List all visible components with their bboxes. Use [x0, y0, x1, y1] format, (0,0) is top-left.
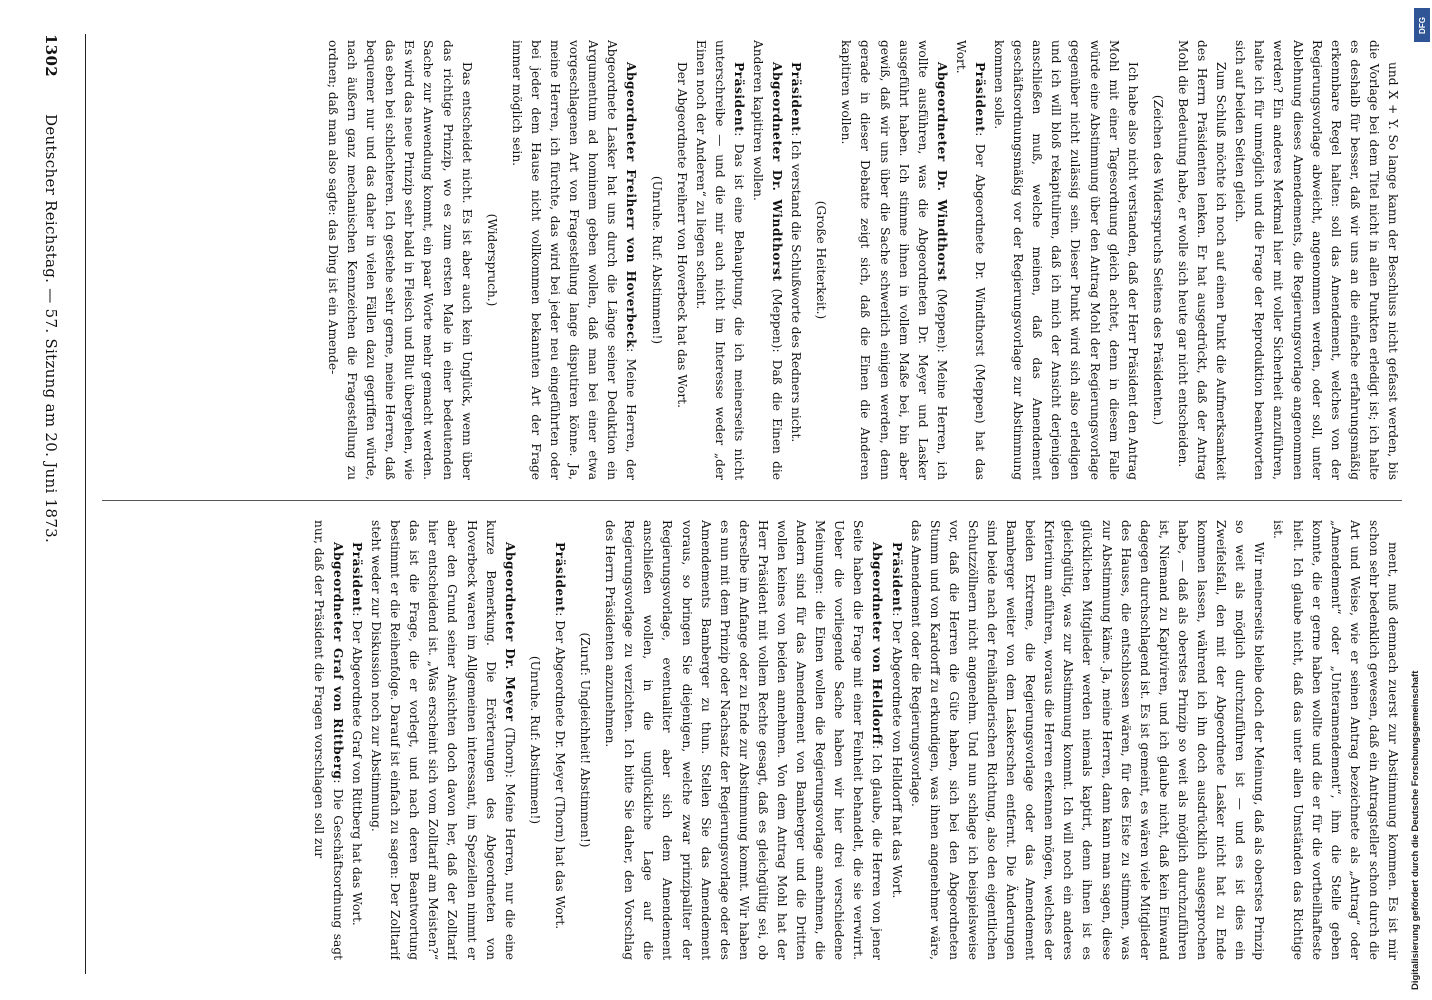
body-paragraph: Das entscheidet nicht. Es ist aber auch kein Unglück, wenn über das richtige Prinzip, wo es zum ersten Male in einer bedeutenden Sache zur Anwendung kommt, ein paar Worte mehr gemacht werden. Es wird das neue Prinzip sehr bald in Fleisch und Blut übergehen, wie das eben bei schlechteren. Ich gestehe sehr gerne, meine Herren, daß bequemer nur und das daher in vielen Fällen dazu gegriffen würde, nach äußern ganz mechanischen Kennzeichen die Fragestellung zu ordnen; daß man also sagte: das Ding ist ein Amende- [326, 40, 474, 480]
body-paragraph: Der Abgeordnete Freiherr von Hoverbeck hat das Wort. [674, 62, 689, 408]
speech-text: : Die Geschäftsordnung sagt nur, daß der Präsident die Fragen vorschlagen soll zur [311, 520, 345, 960]
speaker-name: Präsident [350, 542, 365, 613]
body-paragraph: und X + Y. So lange kann der Beschluss nicht gefasst werden, bis die Vorlage bei dem Titel nicht in allen Punkten erledigt ist; ich halte es deshalb für besser, daß wir uns an die einfache erfahrungsmäßig erkennbare Regel halten: soll das Amendement, welches von der Regierungsvorlage abweicht, angenommen werden, oder soll, unter Ablehnung dieses Amendements, die Regierungsvorlage angenommen werden? Ein anderes Merkmal hier mit voller Sicherheit anzuführen, halte ich für unmöglich und die Frage der Reproduktion beantworten sich auf beiden Seiten gleich. [1233, 40, 1400, 480]
speech-text: : Der Abgeordnete Graf von Rittberg hat das Wort. [350, 612, 365, 926]
speaker-name: Abgeordneter Dr. Meyer [502, 542, 517, 722]
speech-paragraph [786, 40, 805, 480]
body-paragraph: Zum Schluß möchte ich noch auf einen Punkt die Aufmerksamkeit des Herrn Präsidenten lenken. Er hat ausgedrückt, daß der Antrag Mohl die Bedeutung habe, er wolle sich heute gar nicht entscheiden. [1175, 40, 1229, 480]
page-title: Deutscher Reichstag. — 57. Sitzung am 20. Juni 1873. [42, 114, 60, 544]
speaker-name: Abgeordneter Freiherr von Hoverbeck [624, 62, 639, 349]
left-column [102, 40, 1402, 480]
stage-direction: (Zeichen des Widerspruchs Seitens des Präsidenten.) [1150, 94, 1165, 426]
speech-paragraph [748, 40, 786, 480]
speaker-name: Präsident [552, 542, 567, 613]
speech-paragraph [951, 40, 989, 480]
speech-text: : Der Abgeordnete Dr. Meyer (Thorn) hat das Wort. [552, 612, 567, 930]
speaker-name: Präsident [973, 62, 988, 133]
page-number: 1302 [42, 34, 60, 77]
speech-paragraph [507, 40, 641, 480]
dfg-logo-text: DFG [1417, 16, 1427, 34]
speech-paragraph [886, 520, 905, 960]
speech-text: : Ich glaube, die Herren von jener Seite haben die Frage mit einer Feinheit behandelt, die sie verwirrt. Ueber die vorliegende Sache haben wir hier drei verschiedene Meinungen: die Einen wollen die Regierungsvorlage annehmen, die Andern sind für das Amendement von Bamberger und die Dritten wollen keines von beiden annehmen. Von dem Antrag Mohl hat der Herr Präsident mit vollem Rechte gesagt, daß es gleichgültig sei, ob derselbe im Anfange oder zu Ende zur Abstimmung kommt. Wir haben es nun mit dem Prinzip oder Nachsatz der Regierungsvorlage oder des Amendements Bamberger zu thun. Stellen Sie das Amendement voraus, so bringen Sie diejenigen, welche zwar prinzipaliter der Regierungsvorlage, eventualiter aber sich dem Amendement anschließen wollen, in die unglückliche Lage auf die Regierungsvorlage zu verzichten. Ich bitte Sie daher, den Vorschlag des Herrn Präsidenten anzunehmen. [603, 520, 885, 960]
speech-paragraph [347, 520, 366, 960]
speaker-name: Abgeordneter Dr. Windthorst [770, 62, 785, 282]
speaker-name: Präsident [731, 62, 746, 133]
speech-paragraph [600, 520, 886, 960]
speech-text: : Der Abgeordnete Dr. Windthorst (Meppen) hat das Wort. [953, 40, 988, 480]
speech-paragraph [309, 520, 347, 960]
dfg-logo [1414, 8, 1430, 42]
speech-paragraph [366, 520, 519, 960]
body-paragraph: Ich habe also nicht verstanden, daß der Herr Präsident den Antrag Mohl mit einer Tagesordnung gleich achtet, denn in diesem Falle würde eine Abstimmung über den Antrag Mohl der Regierungsvorlage gegenüber nicht zulässig sein. Dieser Punkt wird sich also erledigen und ich will bloß rekapituliren, daß ich mich der Ansicht derjenigen anschließen muß, welche meinen, daß das Amendement geschäftsordnungsmäßig vor der Regierungsvorlage zur Abstimmung kommen solle. [992, 40, 1140, 480]
body-paragraph: ment, muß demnach zuerst zur Abstimmung kommen. Es ist mir schon sehr bedenklich gewesen, daß ein Antragsteller schon durch die Art und Weise, wie er seinen Antrag bezeichnete als „Antrag“ oder „Amendement“ oder „Unteramendement“, ihm die Stelle geben konnte, die er gerne haben wollte und die er für die vortheilhafteste hielt. Ich glaube nicht, daß das unter allen Umständen das Richtige ist. [1271, 520, 1400, 960]
speaker-name: Abgeordneter von Helldorff [870, 542, 885, 746]
speech-paragraph [550, 520, 569, 960]
speech-text: (Meppen): Meine Herren, ich wollte ausführen, was die Abgeordneten Dr. Meyer und Lasker ausgeführt haben. Ich stimme ihnen in vollem Maße bei, bin aber gewiß, daß wir uns über die Sache schwerlich einigen werden, denn gerade in dieser Debatte zeigt sich, daß die Einen die Anderen kapitiren wollen. [839, 40, 949, 480]
stage-direction: (Große Heiterkeit.) [814, 200, 829, 320]
stage-direction: (Widerspruch.) [484, 213, 499, 307]
column-divider [102, 500, 1402, 501]
right-column [102, 520, 1402, 960]
body-paragraph: Wir meinerseits bleibe doch der Meinung, daß als oberstes Prinzip so weit als möglich durchzuführen ist — und es ist dies ein Zweifelsfall, den mit der Abgeordnete Lasker nicht hat zu Ende kommen lassen, während ich ihn doch ausdrücklich ausgesprochen habe, — daß als oberstes Prinzip so weit als möglich durchzuführen ist, Niemand zu Kaptiviren, und ich glaube nicht, daß kein Einwand dagegen durchschlagend ist. Es ist gemeint, es wären viele Mitglieder des Hauses, die entschlossen wären, für des Eiste zu stimmen, was zur Abstimmung käme. Ja, meine Herren, dann kann man sagen, diese glücklichen Mitglieder werden niemals kaptirt, denn ihnen ist es gleichgültig, was zur Abstimmung kommt. Ich will noch ein anderes Kriterium anführen, woraus die Herren erkennen mögen, welches der beiden Extreme, die Regierungsvorlage oder das Amendement Bamberger weiter von dem Laskerschen entfernt. Die Änderungen sind beide nach der freihändlerischen Richtung, also den eigentlichen Schutzzöllnern nicht angenehm. Und nun schlage ich beispielsweise vor, daß die Herren die Güte haben, sich bei den Abgeordneten Stumm und von Kardorff zu erkundigen, was ihnen angenehmer wäre, das Amendement oder die Regierungsvorlage. [908, 520, 1267, 960]
digitization-note: Digitalisierung gefördert durch die Deutsche Forschungsgemeinschaft [1410, 670, 1421, 990]
speaker-name: Präsident [889, 542, 904, 613]
stage-direction: (Zuruf: Ungleichheit! Abstimmen!) [578, 632, 593, 848]
header-rule [85, 34, 86, 974]
stage-direction: (Unruhe. Ruf: Abstimmen!) [527, 655, 542, 825]
stage-direction: (Unruhe. Ruf: Abstimmen!) [649, 175, 664, 345]
speech-paragraph [836, 40, 951, 480]
speaker-name: Abgeordneter Dr. Windthorst [934, 62, 949, 282]
speaker-name: Präsident [789, 62, 804, 133]
speech-text: (Thorn): Meine Herren, nur die eine kurze Bemerkung. Die Erörterungen des Abgeordneten von Hoverbeck waren im Allgemeinen interessant, im Speziellen nimmt er aber den Grund seiner Ansichten doch davon her, daß der Zolltarif hier entscheidend ist. „Was erscheint sich vom Zolltarif am Meisten?“ das ist die Frage, die er vorlegt, und nach deren Beantwortung bestimmt er die Reihenfolge. Darauf ist einfach zu sagen: Der Zolltarif steht weder zur Diskussion noch zur Abstimmung. [369, 520, 517, 960]
speech-text: : Meine Herren, der Abgeordnete Lasker hat uns durch die Länge seiner Deduktion ein Argumentum ad hominem geben wollen, daß man bei einer etwa vorgeschlagenen Art von Fragestellung lange disputiren könne. Ja, meine Herren, ich fürchte, das wird bei jeder neu eingeführten oder bei jeder dem Hause nicht vollkommen bekannten Art der Frage immer möglich sein. [509, 40, 639, 480]
page-header [42, 34, 82, 974]
speech-text: (Meppen): Daß die Einen die Anderen kapitiren wollen. [751, 40, 785, 480]
speaker-name: Abgeordneter Graf von Rittberg [330, 542, 345, 780]
speech-paragraph [691, 40, 748, 480]
speech-text: : Das ist eine Behauptung, die ich meinerseits nicht unterschreibe — und die mir auch nicht im Interesse weder „der Einen noch der Anderen“ zu liegen scheint. [693, 40, 746, 480]
speech-text: : Ich verstand die Schlußworte des Redners nicht. [789, 132, 804, 443]
speech-text: : Der Abgeordnete von Helldorff hat das Wort. [889, 612, 904, 899]
